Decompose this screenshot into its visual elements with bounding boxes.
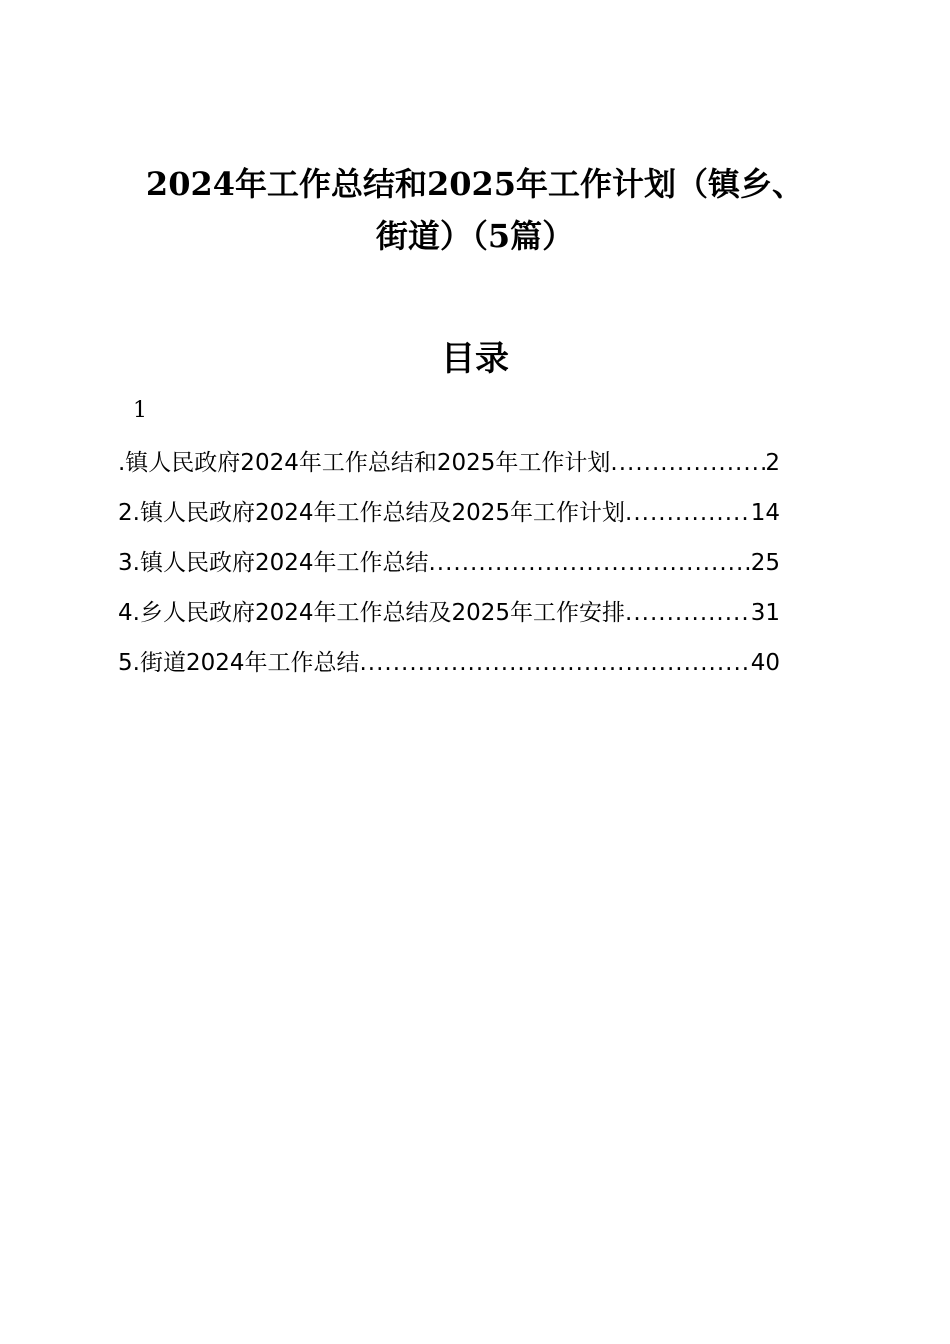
toc-dot-leader bbox=[359, 641, 750, 685]
toc-page-number: 25 bbox=[750, 550, 780, 576]
toc-dot-leader bbox=[625, 491, 751, 535]
toc-page-number: 2 bbox=[765, 450, 780, 476]
toc-entry-5[interactable] bbox=[118, 641, 780, 691]
toc-page-number: 14 bbox=[750, 500, 780, 526]
toc-entry-title: 3.镇人民政府2024年工作总结 bbox=[118, 550, 429, 576]
toc-entry-title: 4.乡人民政府2024年工作总结及2025年工作安排 bbox=[118, 600, 626, 626]
toc-entry-1[interactable] bbox=[118, 441, 780, 491]
toc-heading: 目录 bbox=[441, 339, 509, 379]
toc-entry-title: .镇人民政府2024年工作总结和2025年工作计划 bbox=[118, 450, 611, 476]
toc-entry-2[interactable] bbox=[118, 491, 780, 541]
toc-dot-leader bbox=[610, 441, 765, 485]
toc-stray-number: 1 bbox=[133, 398, 147, 423]
toc-page-number: 31 bbox=[750, 600, 780, 626]
document-title-line-2: 街道）（5篇） bbox=[375, 217, 575, 255]
toc-entry-4[interactable] bbox=[118, 591, 780, 641]
document-title-line-1: 2024年工作总结和2025年工作计划（镇乡、 bbox=[145, 165, 805, 203]
toc-dot-leader bbox=[625, 591, 751, 635]
toc-entry-3[interactable] bbox=[118, 541, 780, 591]
toc-entry-title: 2.镇人民政府2024年工作总结及2025年工作计划 bbox=[118, 500, 626, 526]
toc-dot-leader bbox=[428, 541, 750, 585]
toc-page-number: 40 bbox=[750, 650, 780, 676]
toc-entry-title: 5.街道2024年工作总结 bbox=[118, 650, 360, 676]
table-of-contents bbox=[118, 441, 780, 691]
document-title bbox=[100, 158, 850, 262]
